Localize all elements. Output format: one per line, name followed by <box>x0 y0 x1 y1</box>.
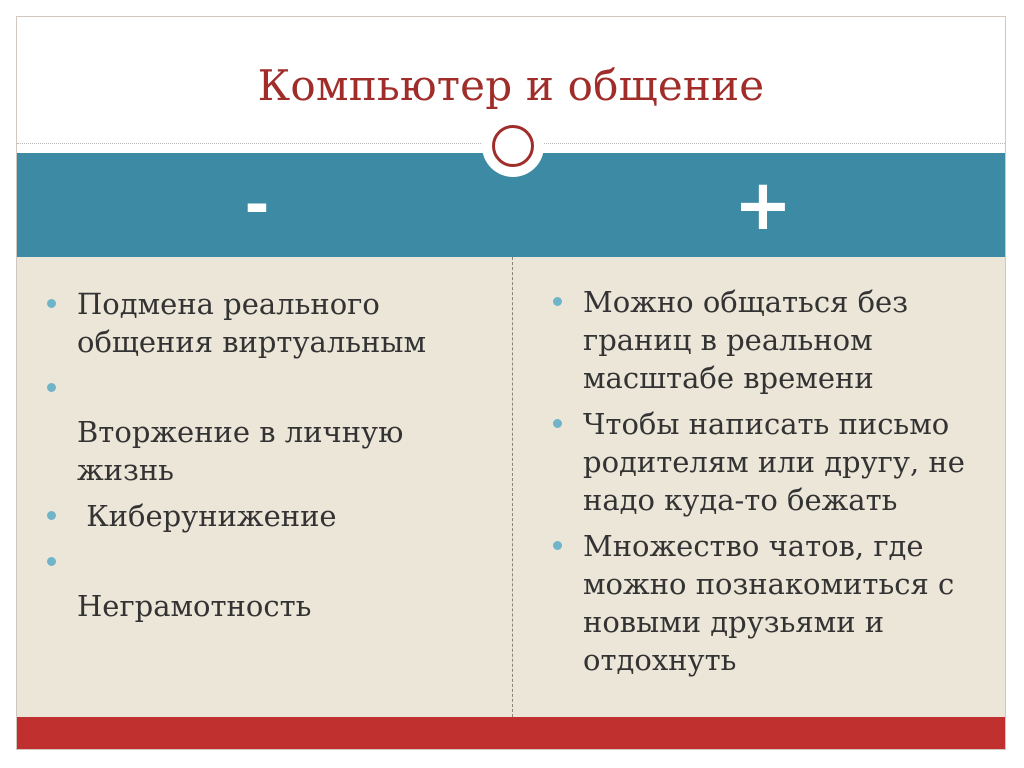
minus-heading: - <box>244 170 270 240</box>
list-item <box>547 405 987 519</box>
bullet-icon <box>553 541 562 550</box>
content-area <box>17 257 1005 717</box>
bullet-icon <box>553 297 562 306</box>
circle-ring <box>492 125 534 167</box>
list-item <box>547 283 987 397</box>
list-item <box>41 285 491 361</box>
item-text: Неграмотность <box>77 589 312 623</box>
slide-title: Компьютер и общение <box>257 61 765 110</box>
bullet-icon <box>47 299 56 308</box>
slide <box>16 16 1006 750</box>
list-item <box>41 413 491 489</box>
bullet-icon <box>553 419 562 428</box>
item-text: Вторжение в личную жизнь <box>77 415 404 487</box>
item-text: Киберунижение <box>77 499 337 533</box>
item-text: Можно общаться без границ в реальном масштабе времени <box>583 285 909 395</box>
list-item <box>41 543 491 581</box>
plus-heading: + <box>733 164 793 246</box>
circle-ornament-icon <box>482 115 544 177</box>
bullet-icon <box>47 557 56 566</box>
item-text: Множество чатов, где можно познакомиться с новыми друзьями и отдохнуть <box>583 529 955 677</box>
list-item <box>41 497 491 535</box>
list-item <box>547 527 987 679</box>
item-text: Подмена реального общения виртуальным <box>77 287 427 359</box>
bullet-icon <box>47 511 56 520</box>
bullet-icon <box>47 383 56 392</box>
list-item <box>41 587 491 625</box>
item-text: Чтобы написать письмо родителям или другу, не надо куда-то бежать <box>583 407 965 517</box>
plus-list <box>547 283 987 687</box>
footer-band <box>17 717 1005 750</box>
minus-list <box>41 285 491 633</box>
column-divider <box>512 257 513 717</box>
list-item <box>41 369 491 407</box>
